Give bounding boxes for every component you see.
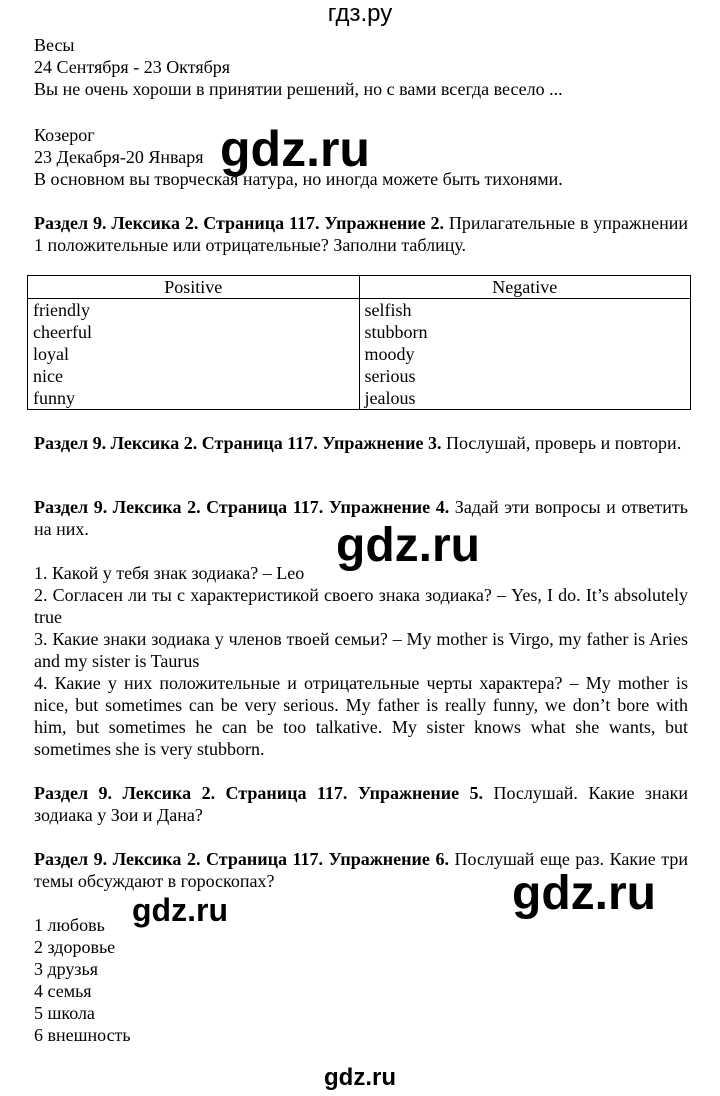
cell-negative: moody: [359, 343, 691, 365]
exercise-3-text: Послушай, проверь и повтори.: [441, 433, 682, 453]
table-row: [28, 365, 691, 387]
exercise-4-item-2: 2. Согласен ли ты с характеристикой своего знака зодиака? – Yes, I do. It’s absolutely true: [34, 585, 688, 627]
libra-text: Вы не очень хороши в принятии решений, но с вами всегда весело ...: [34, 79, 563, 99]
capricorn-dates: 23 Декабря-20 Января: [34, 147, 204, 167]
exercise-6-item-1: 1 любовь: [34, 915, 105, 935]
cell-positive: cheerful: [28, 321, 360, 343]
traits-table: [27, 275, 691, 410]
cell-positive: loyal: [28, 343, 360, 365]
exercise-2-heading: Раздел 9. Лексика 2. Страница 117. Упражнение 2.: [34, 213, 445, 233]
exercise-4-item-4: 4. Какие у них положительные и отрицательные черты характера? – My mother is nice, but sometimes can be very serious. My father is really funny, we don’t bore with him, but sometimes he can be too talkative. My sister knows what she wants, but sometimes she is very stubborn.: [34, 673, 688, 759]
watermark-4: gdz.ru: [132, 892, 228, 928]
exercise-4-item-1: 1. Какой у тебя знак зодиака? – Leo: [34, 563, 305, 583]
table-row: [28, 343, 691, 365]
table-header-row: [28, 276, 691, 299]
exercise-3: [34, 432, 688, 454]
exercise-6-item-4: 4 семья: [34, 981, 92, 1001]
exercise-6-item-2: 2 здоровье: [34, 937, 116, 957]
libra-dates: 24 Сентября - 23 Октября: [34, 57, 231, 77]
capricorn-text: В основном вы творческая натура, но иногда можете быть тихонями.: [34, 169, 563, 189]
cell-negative: stubborn: [359, 321, 691, 343]
exercise-6-text: Послушай еще раз. Какие три темы обсуждают в гороскопах?: [34, 849, 688, 891]
exercise-6-item-5: 5 школа: [34, 1003, 95, 1023]
watermark-1: gdz.ru: [220, 121, 370, 177]
exercise-4-item-3: 3. Какие знаки зодиака у членов твоей семьи? – My mother is Virgo, my father is Aries and my sister is Taurus: [34, 629, 688, 671]
cell-negative: selfish: [359, 299, 691, 322]
header-positive: Positive: [28, 276, 360, 299]
exercise-4-heading: Раздел 9. Лексика 2. Страница 117. Упражнение 4.: [34, 497, 450, 517]
exercise-6-heading: Раздел 9. Лексика 2. Страница 117. Упражнение 6.: [34, 849, 449, 869]
exercise-4-text: Задай эти вопросы и ответить на них.: [34, 497, 688, 539]
cell-negative: jealous: [359, 387, 691, 410]
capricorn-name: Козерог: [34, 125, 95, 145]
cell-negative: serious: [359, 365, 691, 387]
libra-name: Весы: [34, 35, 75, 55]
site-title: гдз.ру: [327, 0, 393, 27]
watermark-3: gdz.ru: [512, 867, 656, 920]
exercise-5-heading: Раздел 9. Лексика 2. Страница 117. Упражнение 5.: [34, 783, 484, 803]
cell-positive: friendly: [28, 299, 360, 322]
table-row: [28, 299, 691, 322]
exercise-6-item-6: 6 внешность: [34, 1025, 131, 1045]
exercise-6-item-3: 3 друзья: [34, 959, 99, 979]
cell-positive: nice: [28, 365, 360, 387]
footer-watermark: gdz.ru: [324, 1064, 396, 1091]
cell-positive: funny: [28, 387, 360, 410]
exercise-5-text: Послушай. Какие знаки зодиака у Зои и Дана?: [34, 783, 688, 825]
watermark-2: gdz.ru: [336, 519, 480, 572]
table-row: [28, 321, 691, 343]
exercise-2-text: Прилагательные в упражнении 1 положительные или отрицательные? Заполни таблицу.: [34, 213, 688, 255]
exercise-2: [34, 212, 688, 256]
table-row: [28, 387, 691, 410]
header-negative: Negative: [359, 276, 691, 299]
exercise-3-heading: Раздел 9. Лексика 2. Страница 117. Упражнение 3.: [34, 433, 442, 453]
exercise-5: [34, 782, 688, 826]
